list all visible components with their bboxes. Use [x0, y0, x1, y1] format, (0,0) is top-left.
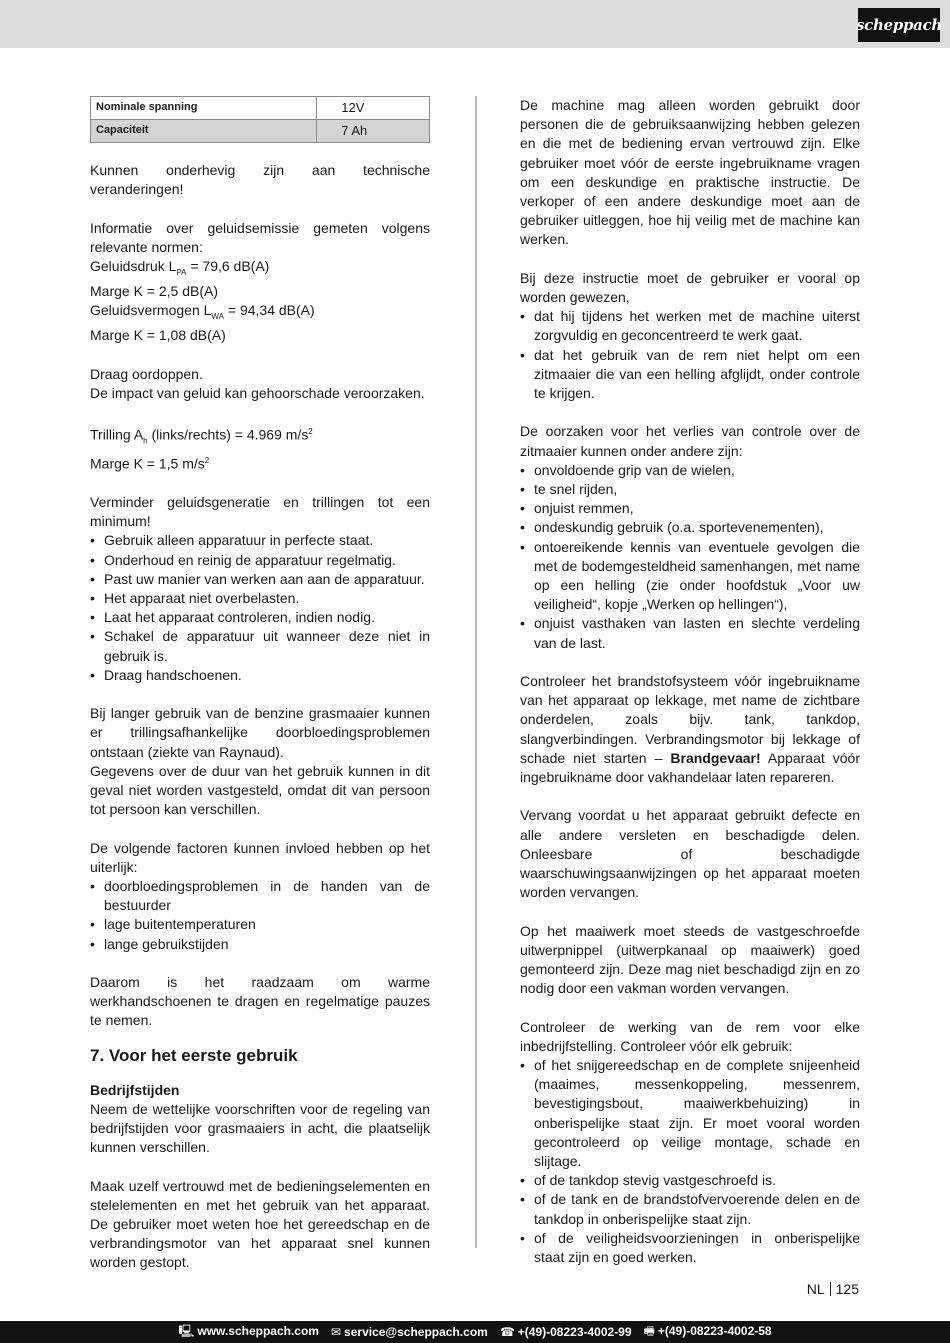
- footer-website[interactable]: 🖳 www.scheppach.com: [178, 1323, 319, 1338]
- fuel-system-paragraph: Controleer het brandstofsysteem vóór ingebruikname van het apparaat op lekkage, met name de zichtbare onderdelen, zoals bijv. tank, tankdop, slangverbindingen. Verbrandingsmotor bij lekkage of schade niet starten – Brandgevaar! Apparaat vóór ingebruikname door vakhandelaar laten repareren.: [520, 673, 860, 786]
- replace-parts-paragraph: Vervang voordat u het apparaat gebruikt defecte en alle andere versleten en beschadigde delen. Onleesbare of beschadigde waarschuwingsaanwijzingen op het apparaat moeten worden vervangen.: [520, 807, 860, 901]
- spec-value: 12V: [317, 97, 430, 120]
- list-item: • Gebruik alleen apparatuur in perfecte staat.: [90, 531, 430, 550]
- list-item: • Schakel de apparatuur uit wanneer deze niet in gebruik is.: [90, 627, 430, 665]
- spec-row: [91, 120, 430, 143]
- list-item: • te snel rijden,: [520, 480, 860, 499]
- list-item: • of de tankdop stevig vastgeschroefd is.: [520, 1171, 860, 1190]
- brand-logo: scheppach: [858, 8, 940, 42]
- raynaud-paragraph: Bij langer gebruik van de benzine grasmaaier kunnen er trillingsafhankelijke doorbloedingsproblemen ontstaan (ziekte van Raynaud).: [90, 705, 430, 760]
- footer-bar: [0, 1321, 950, 1343]
- list-item: • lage buitentemperaturen: [90, 915, 430, 934]
- list-item: • onjuist remmen,: [520, 499, 860, 518]
- loss-of-control-list: [520, 461, 860, 653]
- page-number: [807, 1281, 859, 1297]
- list-item: • dat het gebruik van de rem niet helpt om een zitmaaier die van een helling afglijdt, onder controle te krijgen.: [520, 346, 860, 404]
- familiarize-paragraph: Maak uzelf vertrouwd met de bedieningselementen en stelelementen en met het gebruik van het apparaat. De gebruiker moet weten hoe het gereedschap en de verbrandingsmotor van het apparaat snel kunnen worden gestopt.: [90, 1177, 430, 1271]
- discharge-nipple-paragraph: Op het maaiwerk moet steeds de vastgeschroefde uitwerpnippel (uitwerpkanaal op maaiwerk) goed gemonteerd zijn. Deze mag niet beschadigd zijn en zo nodig door een vakman worden vervangen.: [520, 922, 860, 997]
- phone-icon: ☎: [499, 1325, 515, 1339]
- sound-pressure-line: Geluidsdruk $L_{PA} = 79,6$ dB(A): [90, 258, 270, 277]
- reduce-noise-list: [90, 531, 430, 685]
- list-item: • ontoereikende kennis van eventuele gevolgen die met de bodemgesteldheid samenhangen, met name op een helling (zie onder hoofdstuk „Voor uw veiligheid“, kopje „Werken op hellingen“),: [520, 538, 860, 615]
- usage-duration-paragraph: Gegevens over de duur van het gebruik kunnen in dit geval niet worden vastgesteld, omdat dit van persoon tot persoon kan verschillen.: [90, 762, 430, 818]
- list-item: • Draag handschoenen.: [90, 666, 430, 685]
- hearing-damage-note: De impact van geluid kan gehoorschade veroorzaken.: [90, 384, 425, 401]
- spec-row: [91, 97, 430, 120]
- list-item: • Het apparaat niet overbelasten.: [90, 589, 430, 608]
- language-code: NL: [806, 1281, 825, 1297]
- footer-phone: ☎ +(49)-08223-4002-99: [499, 1325, 632, 1339]
- noise-info-intro: Informatie over geluidsemissie gemeten volgens relevante normen:: [90, 219, 430, 255]
- instruction-list: [520, 307, 860, 403]
- subsection-heading: Bedrijfstijden: [90, 1081, 180, 1098]
- ear-protection-note: Draag oordoppen.: [90, 365, 203, 382]
- list-item: • Past uw manier van werken aan aan de apparatuur.: [90, 570, 430, 589]
- list-item: • lange gebruikstijden: [90, 935, 430, 954]
- list-item: • of de veiligheidsvoorzieningen in onberispelijke staat zijn en goed werken.: [520, 1229, 860, 1267]
- authorized-users-paragraph: De machine mag alleen worden gebruikt door personen die de gebruiksaanwijzing hebben gelezen en die met de bediening ervan vertrouwd zijn. Elke gebruiker moet vóór de eerste ingebruikname vragen om een deskundige en praktische instructie. De verkoper of een andere deskundige moet aan de gebruiker uitleggen, hoe hij veilig met de machine kan werken.: [520, 97, 860, 248]
- list-item: • dat hij tijdens het werken met de machine uiterst zorgvuldig en geconcentreerd te werk gaat.: [520, 307, 860, 345]
- factors-intro: De volgende factoren kunnen invloed hebben op het uiterlijk:: [90, 839, 430, 875]
- brake-check-intro: Controleer de werking van de rem voor elke inbedrijfstelling. Controleer vóór elk gebruik:: [520, 1018, 860, 1054]
- spec-value: 7 Ah: [317, 120, 430, 143]
- list-item: • Onderhoud en reinig de apparatuur regelmatig.: [90, 551, 430, 570]
- computer-icon: 🖳: [178, 1323, 195, 1338]
- fax-icon: 🖷: [643, 1323, 655, 1338]
- spec-table: [90, 96, 430, 143]
- margin-line: Marge K = 1,08 dB(A): [90, 327, 226, 344]
- list-item: • onvoldoende grip van de wielen,: [520, 461, 860, 480]
- footer-fax: 🖷 +(49)-08223-4002-58: [643, 1323, 772, 1338]
- sound-power-line: Geluidsvermogen $L_{WA} = 94,34$ dB(A): [90, 302, 315, 321]
- spec-label: Capaciteit: [91, 120, 317, 143]
- column-divider: [475, 96, 477, 1248]
- margin-line: Marge K = 2,5 dB(A): [90, 283, 219, 299]
- header-bar: [0, 0, 950, 48]
- list-item: • ondeskundig gebruik (o.a. sportevenementen),: [520, 518, 860, 537]
- spec-label: Nominale spanning: [91, 97, 317, 120]
- gloves-advice: Daarom is het raadzaam om warme werkhandschoenen te dragen en regelmatige pauzes te nemen.: [90, 973, 430, 1029]
- list-item: • of de tank en de brandstofvervoerende delen en de tankdop in onberispelijke staat zijn.: [520, 1190, 860, 1228]
- list-item: • doorbloedingsproblemen in de handen van de bestuurder: [90, 877, 430, 915]
- right-column: [520, 96, 860, 1267]
- reduce-noise-intro: Verminder geluidsgeneratie en trillingen tot een minimum!: [90, 493, 430, 530]
- section-heading: 7. Voor het eerste gebruik: [90, 1045, 298, 1065]
- list-item: • onjuist vasthaken van lasten en slechte verdeling van de last.: [520, 614, 860, 652]
- operating-hours-paragraph: Neem de wettelijke voorschriften voor de regeling van bedrijfstijden voor grasmaaiers in acht, die plaatselijk kunnen verschillen.: [90, 1100, 430, 1156]
- brake-check-list: [520, 1056, 860, 1267]
- footer-email[interactable]: ✉ service@scheppach.com: [330, 1325, 488, 1339]
- page-number-value: 125: [835, 1281, 859, 1297]
- left-column: [90, 96, 430, 1273]
- margin-line: Marge K = 1,5 $m/s^2$: [90, 455, 210, 472]
- factors-list: [90, 877, 430, 954]
- technical-changes-note: Kunnen onderhevig zijn aan technische veranderingen!: [90, 162, 430, 198]
- mail-icon: ✉: [330, 1325, 342, 1339]
- loss-of-control-intro: De oorzaken voor het verlies van controle over de zitmaaier kunnen onder andere zijn:: [520, 423, 860, 459]
- list-item: • Laat het apparaat controleren, indien nodig.: [90, 608, 430, 627]
- vibration-line: Trilling $A_h$ (links/rechts) = 4.969 $m/s^2$: [90, 426, 313, 446]
- list-item: • of het snijgereedschap en de complete snijeenheid (maaimes, messenkoppeling, messenrem, bevestigingsbout, maaiwerkbehuizing) in onberispelijke staat zijn. Er moet vooral worden gecontroleerd op veilige montage, schade en slijtage.: [520, 1056, 860, 1171]
- fire-hazard-warning: Brandgevaar!: [670, 749, 761, 766]
- instruction-intro: Bij deze instructie moet de gebruiker er vooral op worden gewezen,: [520, 269, 860, 306]
